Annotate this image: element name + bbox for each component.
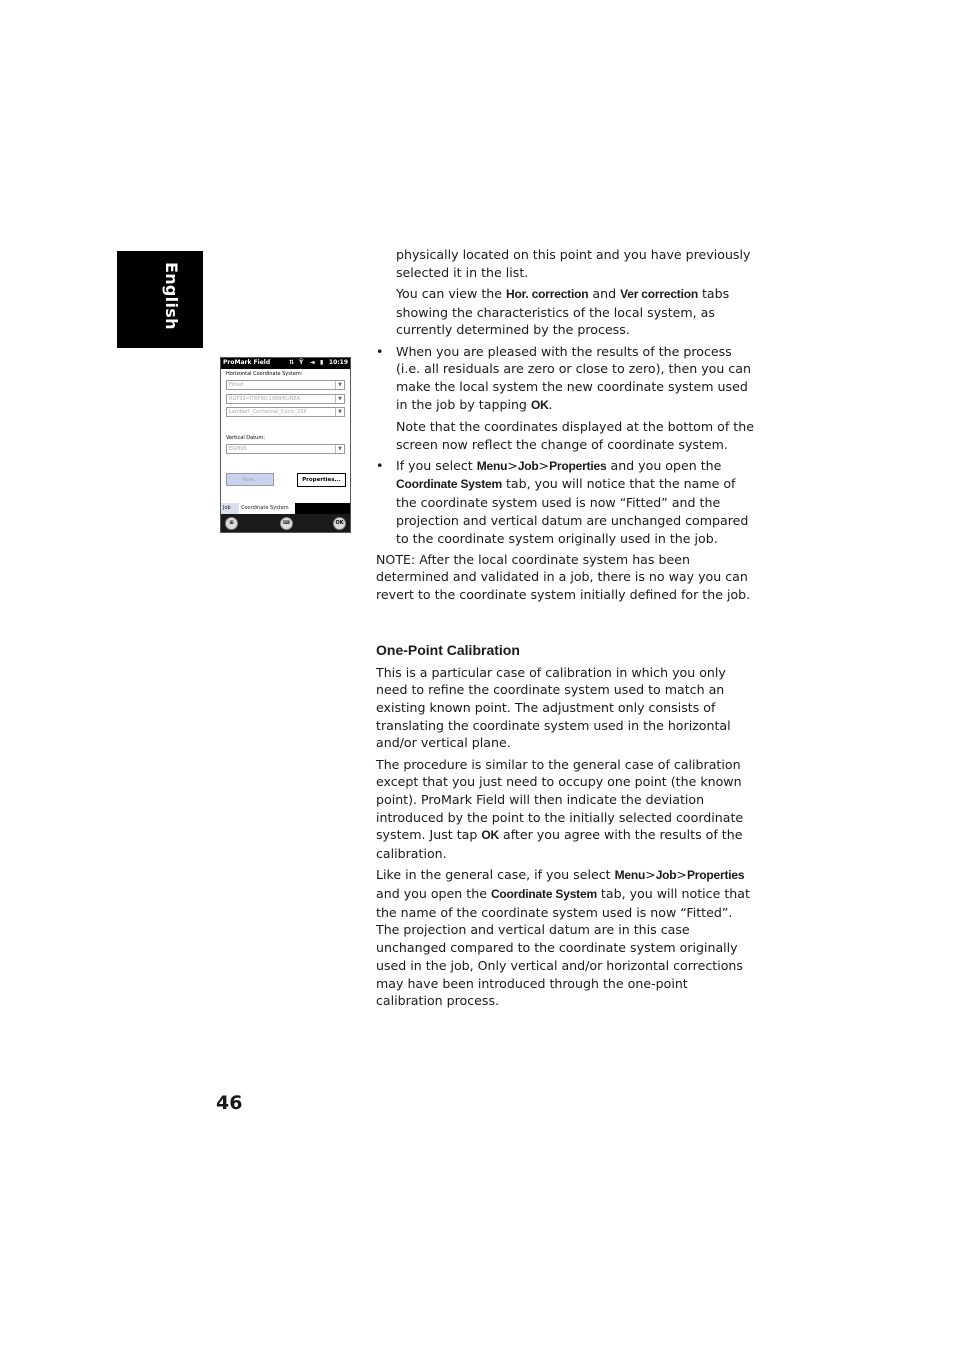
datum-combo[interactable] xyxy=(226,394,345,404)
tab-job[interactable]: Job xyxy=(221,503,239,514)
combo-value: RGF93=ITRF90,1989/EUREA xyxy=(229,396,300,402)
language-side-tab-label: English xyxy=(162,262,181,330)
device-bottom-bar xyxy=(221,514,350,533)
horizontal-coordinate-system-label: Horizontal Coordinate System: xyxy=(226,371,303,377)
ok-button[interactable]: OK xyxy=(333,517,346,530)
paragraph: Note that the coordinates displayed at the bottom of the screen now reflect the change of coordinate system. xyxy=(396,418,754,452)
keyboard-icon[interactable]: ⌨ xyxy=(280,517,293,530)
device-tab-strip xyxy=(221,503,350,514)
paragraph: physically located on this point and you have previously selected it in the list. xyxy=(396,247,751,280)
windows-start-icon[interactable]: ⊞ xyxy=(225,517,238,530)
chevron-down-icon: ▼ xyxy=(335,381,344,389)
coordinate-system-combo[interactable] xyxy=(226,380,345,390)
paragraph: Like in the general case, if you select Menu>Job>Properties and you open the Coordinate System tab, you will notice that the name of the coordinate system used is now “Fitted”. The projection and vertical datum are in this case unchanged compared to the coordinate system originally used in the job, Only vertical and/or horizontal corrections may have been introduced through the one-point calibration process. xyxy=(376,867,750,1009)
volume-icon: ◄ xyxy=(310,359,315,366)
properties-button[interactable]: Properties... xyxy=(297,473,346,487)
combo-value: Fitted xyxy=(229,382,244,388)
combo-value: Lambert_Conformal_Conic_2SP xyxy=(229,409,307,415)
bullet-icon: • xyxy=(376,457,384,473)
body-text xyxy=(376,246,756,1013)
device-app-title: ProMark Field xyxy=(223,359,271,366)
tab-coordinate-system[interactable]: Coordinate System xyxy=(239,503,295,514)
bullet-item: • If you select Menu>Job>Properties and you open the Coordinate System tab, you will notice that the name of the coordinate system used is now “Fitted” and the projection and vertical datum are unchanged compared to the coordinate system originally used in the job. xyxy=(376,457,749,546)
signal-icon: Ÿ xyxy=(299,359,304,366)
device-clock: 10:19 xyxy=(328,359,348,366)
vertical-datum-combo[interactable] xyxy=(226,444,345,454)
projection-combo[interactable] xyxy=(226,407,345,417)
page-number: 46 xyxy=(216,1092,243,1114)
bullet-item: • When you are pleased with the results of the process (i.e. all residuals are zero or close to zero), then you can make the local system the new coordinate system used in the job by tapping OK. xyxy=(376,343,751,412)
section-heading: One-Point Calibration xyxy=(376,641,520,658)
paragraph: This is a particular case of calibration in which you only need to refine the coordinate system used to match an existing known point. The adjustment only consists of translating the coordinate system used in the horizontal and/or vertical plane. xyxy=(376,664,731,751)
note-paragraph: NOTE: After the local coordinate system has been determined and validated in a job, there is no way you can revert to the coordinate system initially defined for the job. xyxy=(376,551,751,603)
combo-value: EGM96 xyxy=(229,446,247,452)
chevron-down-icon: ▼ xyxy=(335,408,344,416)
network-icon: ⇅ xyxy=(289,359,295,366)
bullet-icon: • xyxy=(376,343,384,359)
language-side-tab xyxy=(117,251,203,348)
battery-icon: ▮ xyxy=(320,359,324,366)
paragraph: The procedure is similar to the general case of calibration except that you just need to occupy one point (the known point). ProMark Field will then indicate the deviation introduced by the point to the initially selected coordinate system. Just tap OK after you agree with the results of the calibration. xyxy=(376,756,744,862)
device-screenshot xyxy=(220,357,351,533)
chevron-down-icon: ▼ xyxy=(335,395,344,403)
new-button[interactable]: New... xyxy=(226,473,274,486)
vertical-datum-label: Vertical Datum: xyxy=(226,435,265,441)
paragraph: You can view the Hor. correction and Ver correction tabs showing the characteristics of the local system, as currently determined by the process. xyxy=(396,285,730,338)
chevron-down-icon: ▼ xyxy=(335,445,344,453)
device-title-bar xyxy=(221,358,350,369)
